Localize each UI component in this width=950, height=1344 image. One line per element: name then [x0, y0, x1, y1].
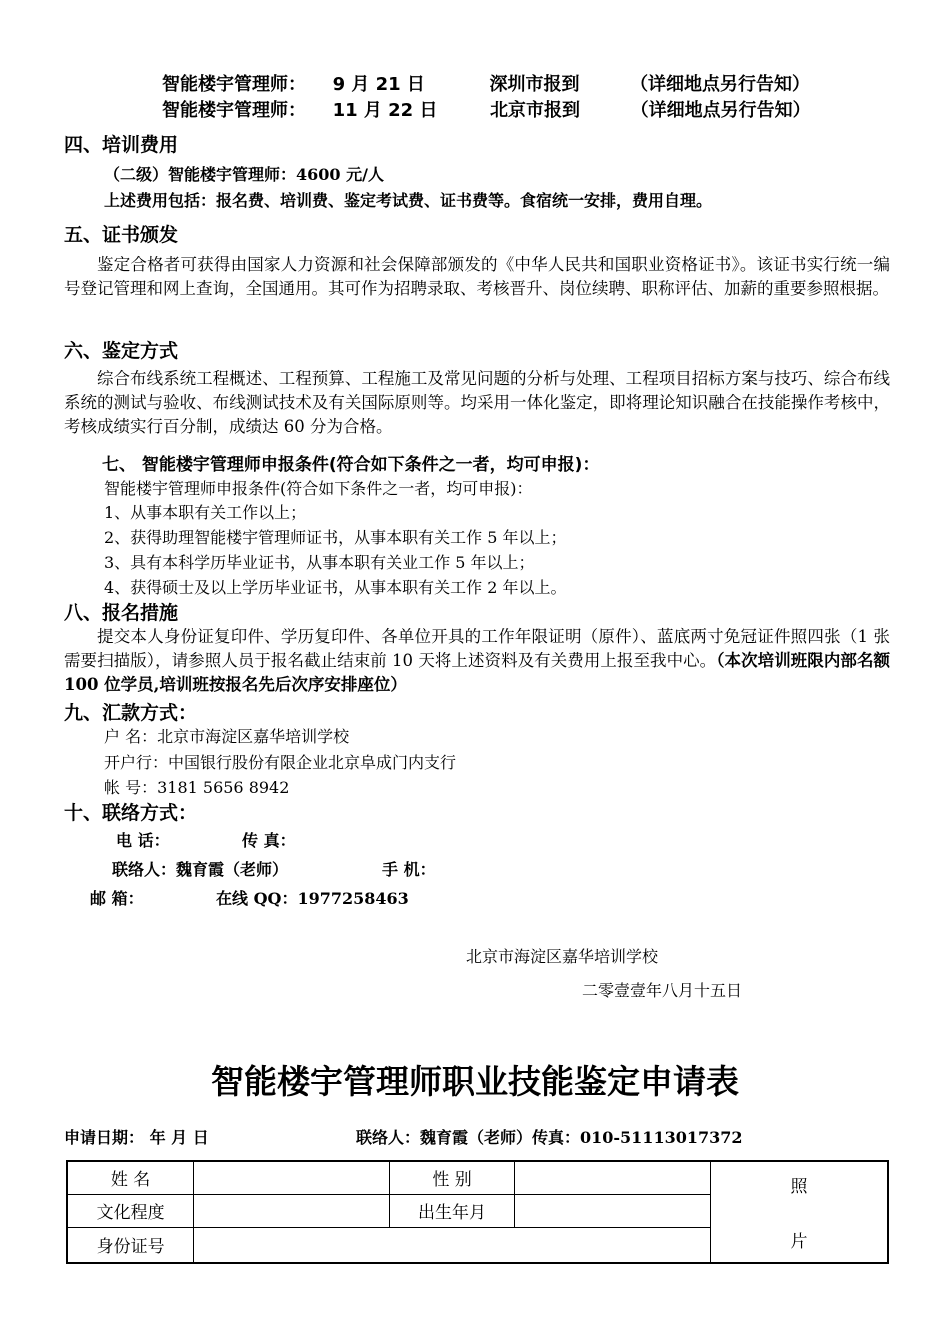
section-8-heading: 八、报名措施 — [64, 602, 179, 624]
fee-note: 上述费用包括：报名费、培训费、鉴定考试费、证书费等。食宿统一安排，费用自理。 — [104, 191, 713, 210]
section-10-heading: 十、联络方式： — [64, 802, 198, 824]
section-5-heading: 五、证书颁发 — [64, 224, 179, 246]
assessment-paragraph: 综合布线系统工程概述、工程预算、工程施工及常见问题的分析与处理、工程项目招标方案与技巧、综合布线系统的测试与验收、布线测试技术及有关国际原则等。均采用一体化鉴定，即将理论知识融合在技能操作考核中，考核成绩实行百分制，成绩达 60 分为合格。 — [64, 369, 890, 436]
section-4-heading: 四、培训费用 — [64, 134, 179, 156]
birth-label: 出生年月 — [389, 1194, 515, 1227]
schedule-city: 北京市报到 — [490, 100, 581, 121]
schedule-city: 深圳市报到 — [489, 74, 580, 95]
photo-label-bottom: 片 — [790, 1232, 808, 1252]
id-field[interactable] — [194, 1227, 711, 1263]
schedule-role: 智能楼宇管理师： — [162, 100, 306, 121]
contact-person: 联络人：魏育霞（老师） — [112, 860, 289, 879]
birth-field[interactable] — [515, 1194, 710, 1227]
photo-cell[interactable] — [710, 1161, 888, 1263]
registration-text: 提交本人身份证复印件、学历复印件、各单位开具的工作年限证明（原件）、蓝底两寸免冠证件照四张（1 张需要扫描版），请参照人员于报名截止结束前 10 天将上述资料及有关费用上报至我中心。 — [64, 627, 890, 670]
registration-paragraph — [64, 625, 890, 697]
signature-date: 二零壹壹年八月十五日 — [582, 981, 743, 1000]
schedule-row-2 — [162, 96, 811, 122]
requirements-intro: 智能楼宇管理师申报条件(符合如下条件之一者，均可申报)： — [104, 479, 533, 498]
section-6-heading: 六、鉴定方式 — [64, 340, 179, 362]
id-label: 身份证号 — [67, 1227, 194, 1263]
bank-name: 开户行：中国银行股份有限企业北京阜成门内支行 — [104, 753, 457, 772]
schedule-note: （详细地点另行告知） — [630, 74, 811, 95]
form-title: 智能楼宇管理师职业技能鉴定申请表 — [211, 1062, 739, 1101]
phone-label: 电 话： — [116, 831, 170, 850]
application-form-table — [66, 1160, 889, 1264]
schedule-date: 11 月 22 日 — [332, 100, 438, 121]
gender-label: 性 别 — [389, 1161, 515, 1194]
requirement-item: 1、从事本职有关工作以上； — [104, 503, 307, 522]
section-7-heading: 七、 智能楼宇管理师申报条件(符合如下条件之一者，均可申报)： — [102, 455, 600, 475]
name-label: 姓 名 — [67, 1161, 194, 1194]
fax-label: 传 真： — [242, 831, 296, 850]
gender-field[interactable] — [515, 1161, 710, 1194]
email-label: 邮 箱： — [90, 889, 144, 908]
requirement-item: 4、获得硕士及以上学历毕业证书，从事本职有关工作 2 年以上。 — [104, 578, 567, 597]
name-field[interactable] — [194, 1161, 389, 1194]
photo-label-top: 照 — [790, 1177, 808, 1197]
schedule-note: （详细地点另行告知） — [630, 100, 811, 121]
apply-date: 申请日期： 年 月 日 — [64, 1128, 209, 1147]
requirement-item: 2、获得助理智能楼宇管理师证书，从事本职有关工作 5 年以上； — [104, 528, 567, 547]
section-9-heading: 九、汇款方式： — [64, 702, 198, 724]
certificate-paragraph: 鉴定合格者可获得由国家人力资源和社会保障部颁发的《中华人民共和国职业资格证书》。该证书实行统一编号登记管理和网上查询，全国通用。其可作为招聘录取、考核晋升、岗位续聘、职称评估、加薪的重要参照根据。 — [64, 255, 890, 298]
signature-org: 北京市海淀区嘉华培训学校 — [466, 947, 659, 966]
education-label: 文化程度 — [67, 1194, 194, 1227]
form-contact-fax: 联络人：魏育霞（老师）传真：010-51113017372 — [356, 1128, 743, 1147]
schedule-date: 9 月 21 日 — [332, 74, 425, 95]
education-field[interactable] — [194, 1194, 389, 1227]
fee-line: （二级）智能楼宇管理师：4600 元/人 — [104, 165, 384, 184]
table-row — [67, 1161, 888, 1194]
registration-bold-note: （本次培训班限内部名额 100 位学员,培训班按报名先后次序安排座位） — [64, 651, 891, 694]
mobile-label: 手 机： — [382, 860, 436, 879]
account-name: 户 名：北京市海淀区嘉华培训学校 — [104, 727, 350, 746]
schedule-row-1 — [162, 70, 810, 96]
qq-contact: 在线 QQ：1977258463 — [216, 889, 409, 908]
account-number: 帐 号：3181 5656 8942 — [104, 778, 290, 797]
requirement-item: 3、具有本科学历毕业证书，从事本职有关业工作 5 年以上； — [104, 553, 535, 572]
schedule-role: 智能楼宇管理师： — [162, 74, 306, 95]
